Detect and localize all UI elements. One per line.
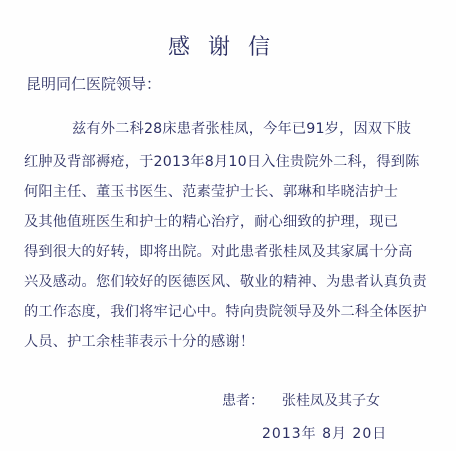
letter-signature: [222, 390, 380, 410]
signature-label: 患者：: [222, 393, 264, 409]
signature-name: 张桂凤及其子女: [282, 393, 380, 409]
letter-title: 感谢信: [167, 35, 288, 60]
body-line-5: 得到很大的好转，即将出院。对此患者张桂凤及其家属十分高: [24, 244, 413, 260]
letter-date: 2013年 8月 20日: [262, 426, 388, 442]
body-line-2: 红肿及背部褥疮，于2013年8月10日入住贵院外二科，得到陈: [24, 154, 420, 170]
body-line-8: 人员、护工余桂菲表示十分的感谢！: [24, 334, 255, 350]
letter-salutation: 昆明同仁医院领导：: [26, 75, 162, 93]
body-line-7: 的工作态度，我们将牢记心中。特向贵院领导及外二科全体医护: [24, 304, 427, 320]
body-line-4: 及其他值班医生和护士的精心治疗，耐心细致的护理，现已: [24, 214, 399, 230]
body-line-6: 兴及感动。您们较好的医德医风、敬业的精神、为患者认真负责: [24, 274, 427, 290]
body-line-1: 兹有外二科28床患者张桂凤，今年已91岁，因双下肢: [72, 121, 412, 137]
body-line-3: 何阳主任、董玉书医生、范素莹护士长、郭琳和毕晓洁护士: [24, 184, 399, 200]
